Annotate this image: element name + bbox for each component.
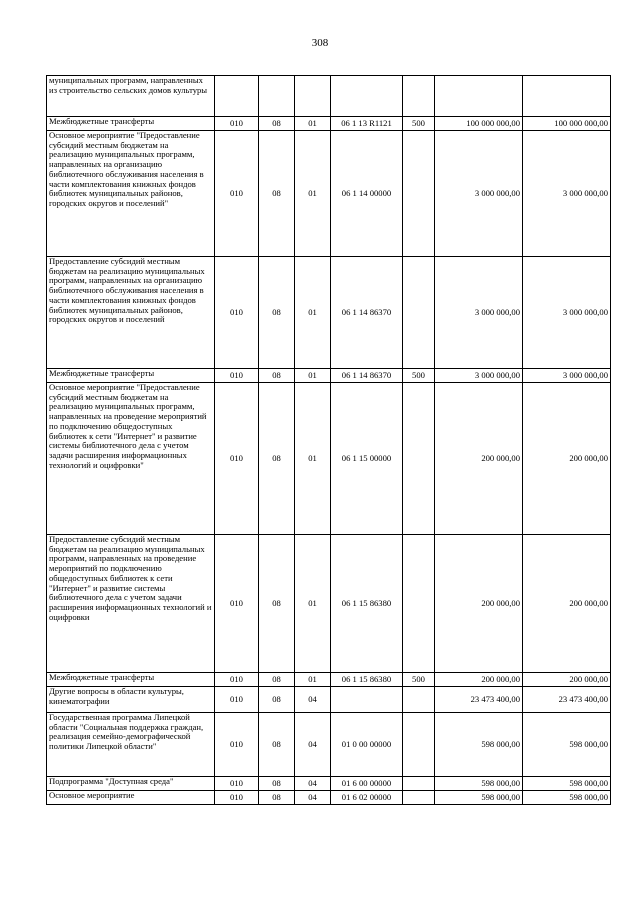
table-row <box>47 777 611 791</box>
subsection-code-cell: 01 <box>295 673 331 687</box>
table-row <box>47 687 611 713</box>
row-name-cell: Основное мероприятие "Предоставление субсидий местным бюджетам на реализацию муниципальных программ, направленных на организацию библиотечного обслуживания населения в части комплектования книжных фондов библиотек муниципальных районов, городских округов и поселений" <box>47 131 215 257</box>
target-article-cell: 06 1 14 86370 <box>331 369 403 383</box>
subsection-code-cell: 01 <box>295 257 331 369</box>
expense-type-cell: 500 <box>403 117 435 131</box>
budget-table <box>46 75 611 805</box>
admin-code-cell: 010 <box>215 673 259 687</box>
admin-code-cell: 010 <box>215 791 259 805</box>
row-name-cell: Подпрограмма "Доступная среда" <box>47 777 215 791</box>
row-name-cell: Основное мероприятие "Предоставление субсидий местным бюджетам на реализацию муниципальных программ, направленных на проведение мероприятий по подключению общедоступных библиотек к сети "Интернет" и развитие системы библиотечного дела с учетом задачи расширения информационных технологий и оцифровки" <box>47 383 215 535</box>
admin-code-cell: 010 <box>215 713 259 777</box>
subsection-code-cell: 04 <box>295 777 331 791</box>
subsection-code-cell: 01 <box>295 535 331 673</box>
section-code-cell: 08 <box>259 535 295 673</box>
target-article-cell: 01 6 02 00000 <box>331 791 403 805</box>
table-row <box>47 131 611 257</box>
amount-1-cell: 200 000,00 <box>435 383 523 535</box>
amount-1-cell: 3 000 000,00 <box>435 369 523 383</box>
table-row <box>47 535 611 673</box>
target-article-cell: 06 1 13 R1121 <box>331 117 403 131</box>
row-name-cell: Государственная программа Липецкой области "Социальная поддержка граждан, реализация семейно-демографической политики Липецкой области" <box>47 713 215 777</box>
amount-1-cell: 200 000,00 <box>435 535 523 673</box>
row-name-cell: Межбюджетные трансферты <box>47 117 215 131</box>
budget-table-body <box>47 76 611 805</box>
target-article-cell <box>331 687 403 713</box>
subsection-code-cell: 04 <box>295 791 331 805</box>
section-code-cell: 08 <box>259 383 295 535</box>
amount-1-cell: 100 000 000,00 <box>435 117 523 131</box>
target-article-cell: 06 1 14 00000 <box>331 131 403 257</box>
amount-2-cell: 200 000,00 <box>523 383 611 535</box>
section-code-cell: 08 <box>259 673 295 687</box>
section-code-cell <box>259 76 295 117</box>
subsection-code-cell: 04 <box>295 687 331 713</box>
subsection-code-cell: 04 <box>295 713 331 777</box>
subsection-code-cell: 01 <box>295 131 331 257</box>
admin-code-cell: 010 <box>215 535 259 673</box>
section-code-cell: 08 <box>259 117 295 131</box>
target-article-cell: 01 6 00 00000 <box>331 777 403 791</box>
admin-code-cell: 010 <box>215 369 259 383</box>
row-name-cell: Предоставление субсидий местным бюджетам на реализацию муниципальных программ, направленных на организацию библиотечного обслуживания населения в части комплектования книжных фондов библиотек муниципальных районов, городских округов и поселений <box>47 257 215 369</box>
amount-1-cell: 23 473 400,00 <box>435 687 523 713</box>
expense-type-cell <box>403 777 435 791</box>
amount-1-cell: 200 000,00 <box>435 673 523 687</box>
admin-code-cell: 010 <box>215 777 259 791</box>
amount-1-cell: 598 000,00 <box>435 713 523 777</box>
amount-1-cell: 598 000,00 <box>435 777 523 791</box>
table-row <box>47 117 611 131</box>
expense-type-cell <box>403 257 435 369</box>
amount-2-cell <box>523 76 611 117</box>
row-name-cell: Другие вопросы в области культуры, кинематографии <box>47 687 215 713</box>
table-row <box>47 673 611 687</box>
expense-type-cell <box>403 687 435 713</box>
subsection-code-cell <box>295 76 331 117</box>
page-number: 308 <box>311 37 329 49</box>
admin-code-cell <box>215 76 259 117</box>
admin-code-cell: 010 <box>215 383 259 535</box>
amount-2-cell: 598 000,00 <box>523 777 611 791</box>
admin-code-cell: 010 <box>215 131 259 257</box>
table-row <box>47 713 611 777</box>
expense-type-cell <box>403 131 435 257</box>
section-code-cell: 08 <box>259 687 295 713</box>
admin-code-cell: 010 <box>215 117 259 131</box>
row-name-cell: Межбюджетные трансферты <box>47 673 215 687</box>
row-name-cell: Предоставление субсидий местным бюджетам на реализацию муниципальных программ, направленных на проведение мероприятий по подключению общедоступных библиотек к сети "Интернет" и развитие системы библиотечного дела с учетом задачи расширения информационных технологий и оцифровки <box>47 535 215 673</box>
amount-2-cell: 598 000,00 <box>523 713 611 777</box>
section-code-cell: 08 <box>259 131 295 257</box>
row-name-cell: Межбюджетные трансферты <box>47 369 215 383</box>
expense-type-cell <box>403 535 435 673</box>
target-article-cell: 06 1 15 86380 <box>331 535 403 673</box>
expense-type-cell <box>403 713 435 777</box>
table-row <box>47 76 611 117</box>
amount-1-cell: 3 000 000,00 <box>435 131 523 257</box>
amount-2-cell: 3 000 000,00 <box>523 369 611 383</box>
amount-2-cell: 200 000,00 <box>523 535 611 673</box>
amount-1-cell: 3 000 000,00 <box>435 257 523 369</box>
amount-2-cell: 3 000 000,00 <box>523 131 611 257</box>
section-code-cell: 08 <box>259 777 295 791</box>
section-code-cell: 08 <box>259 369 295 383</box>
amount-1-cell: 598 000,00 <box>435 791 523 805</box>
amount-1-cell <box>435 76 523 117</box>
target-article-cell: 06 1 14 86370 <box>331 257 403 369</box>
table-row <box>47 791 611 805</box>
subsection-code-cell: 01 <box>295 383 331 535</box>
expense-type-cell <box>403 383 435 535</box>
section-code-cell: 08 <box>259 791 295 805</box>
expense-type-cell <box>403 76 435 117</box>
amount-2-cell: 100 000 000,00 <box>523 117 611 131</box>
table-row <box>47 257 611 369</box>
target-article-cell: 01 0 00 00000 <box>331 713 403 777</box>
target-article-cell: 06 1 15 00000 <box>331 383 403 535</box>
row-name-cell: муниципальных программ, направленных из строительство сельских домов культуры <box>47 76 215 117</box>
subsection-code-cell: 01 <box>295 369 331 383</box>
admin-code-cell: 010 <box>215 687 259 713</box>
table-row <box>47 369 611 383</box>
target-article-cell <box>331 76 403 117</box>
amount-2-cell: 3 000 000,00 <box>523 257 611 369</box>
admin-code-cell: 010 <box>215 257 259 369</box>
amount-2-cell: 23 473 400,00 <box>523 687 611 713</box>
amount-2-cell: 598 000,00 <box>523 791 611 805</box>
expense-type-cell: 500 <box>403 369 435 383</box>
amount-2-cell: 200 000,00 <box>523 673 611 687</box>
expense-type-cell: 500 <box>403 673 435 687</box>
row-name-cell: Основное мероприятие <box>47 791 215 805</box>
section-code-cell: 08 <box>259 713 295 777</box>
section-code-cell: 08 <box>259 257 295 369</box>
subsection-code-cell: 01 <box>295 117 331 131</box>
table-row <box>47 383 611 535</box>
target-article-cell: 06 1 15 86380 <box>331 673 403 687</box>
expense-type-cell <box>403 791 435 805</box>
